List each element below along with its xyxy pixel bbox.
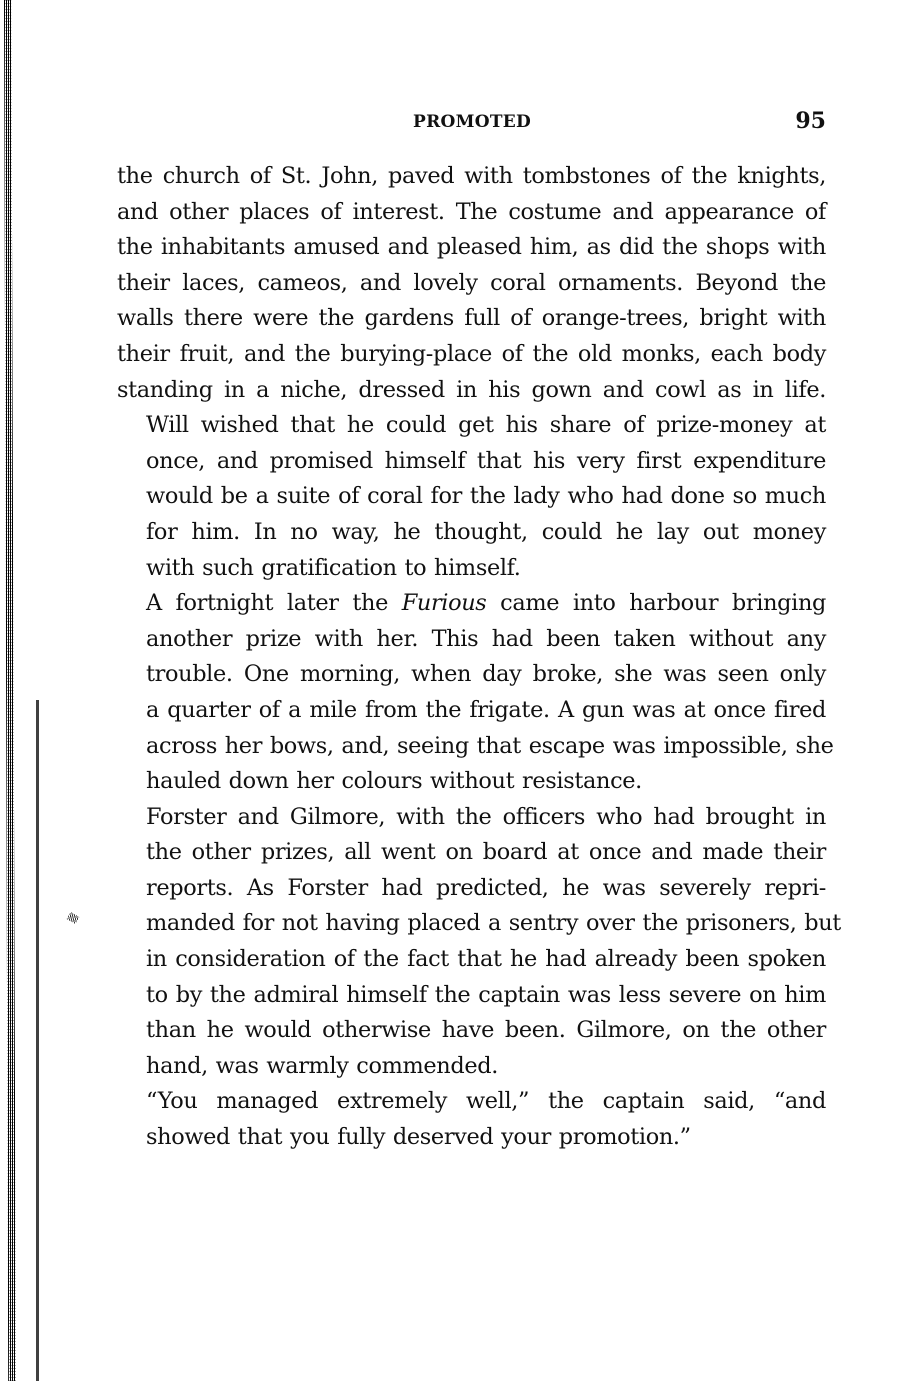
paragraph-1 xyxy=(117,159,826,408)
text-line xyxy=(117,586,826,622)
text-line: in consideration of the fact that he had already been spoken xyxy=(146,946,826,973)
text-line: a quarter of a mile from the frigate. A gun was at once fired xyxy=(146,696,826,723)
text-line: standing in a niche, dressed in his gown and cowl as in life. xyxy=(117,376,826,403)
text-line: and other places of interest. The costume and appearance of xyxy=(117,198,826,225)
text-line: to by the admiral himself the captain was less severe on him xyxy=(146,981,826,1008)
book-binding-gutter-shadow xyxy=(36,700,39,1381)
text-line: Will wished that he could get his share of prize-money at xyxy=(146,412,826,439)
ship-name-italic: Furious xyxy=(401,590,487,617)
book-binding-edge xyxy=(4,0,16,1381)
page-number: 95 xyxy=(795,108,826,134)
text-line: once, and promised himself that his very first expenditure xyxy=(146,447,826,474)
scan-speck xyxy=(67,912,80,924)
text-line: Forster and Gilmore, with the officers who had brought in xyxy=(146,803,826,830)
text-line: with such gratification to himself. xyxy=(146,554,521,581)
paragraph-4 xyxy=(117,800,841,1085)
text-line: trouble. One morning, when day broke, she was seen only xyxy=(146,661,826,688)
body-text xyxy=(117,159,841,1156)
text-line: showed that you fully deserved your promotion.” xyxy=(146,1124,691,1151)
running-head-title: PROMOTED xyxy=(413,112,532,132)
text-line: reports. As Forster had predicted, he was severely repri- xyxy=(146,874,826,901)
text-line: the inhabitants amused and pleased him, as did the shops with xyxy=(117,234,826,261)
text-line: the other prizes, all went on board at once and made their xyxy=(146,839,826,866)
text-line: their laces, cameos, and lovely coral ornaments. Beyond the xyxy=(117,269,826,296)
text-line: “You managed extremely well,” the captain said, “and xyxy=(146,1088,826,1115)
paragraph-2 xyxy=(117,408,826,586)
text-line: manded for not having placed a sentry over the prisoners, but xyxy=(146,910,841,937)
text-line: for him. In no way, he thought, could he lay out money xyxy=(146,518,826,545)
text-line: their fruit, and the burying-place of the old monks, each body xyxy=(117,340,826,367)
text-line: hand, was warmly commended. xyxy=(146,1052,498,1079)
text-line: hauled down her colours without resistance. xyxy=(146,768,642,795)
text-line: would be a suite of coral for the lady who had done so much xyxy=(146,483,826,510)
text-line: across her bows, and, seeing that escape was impossible, she xyxy=(146,732,834,759)
paragraph-3 xyxy=(117,586,834,800)
text-run: came into harbour bringing xyxy=(486,590,826,617)
text-line: than he would otherwise have been. Gilmore, on the other xyxy=(146,1017,826,1044)
paragraph-5 xyxy=(117,1084,826,1155)
running-head xyxy=(117,108,826,142)
text-line: walls there were the gardens full of orange-trees, bright with xyxy=(117,305,826,332)
text-line: another prize with her. This had been taken without any xyxy=(146,625,826,652)
text-line: the church of St. John, paved with tombstones of the knights, xyxy=(117,163,826,189)
text-run: A fortnight later the xyxy=(146,590,402,617)
